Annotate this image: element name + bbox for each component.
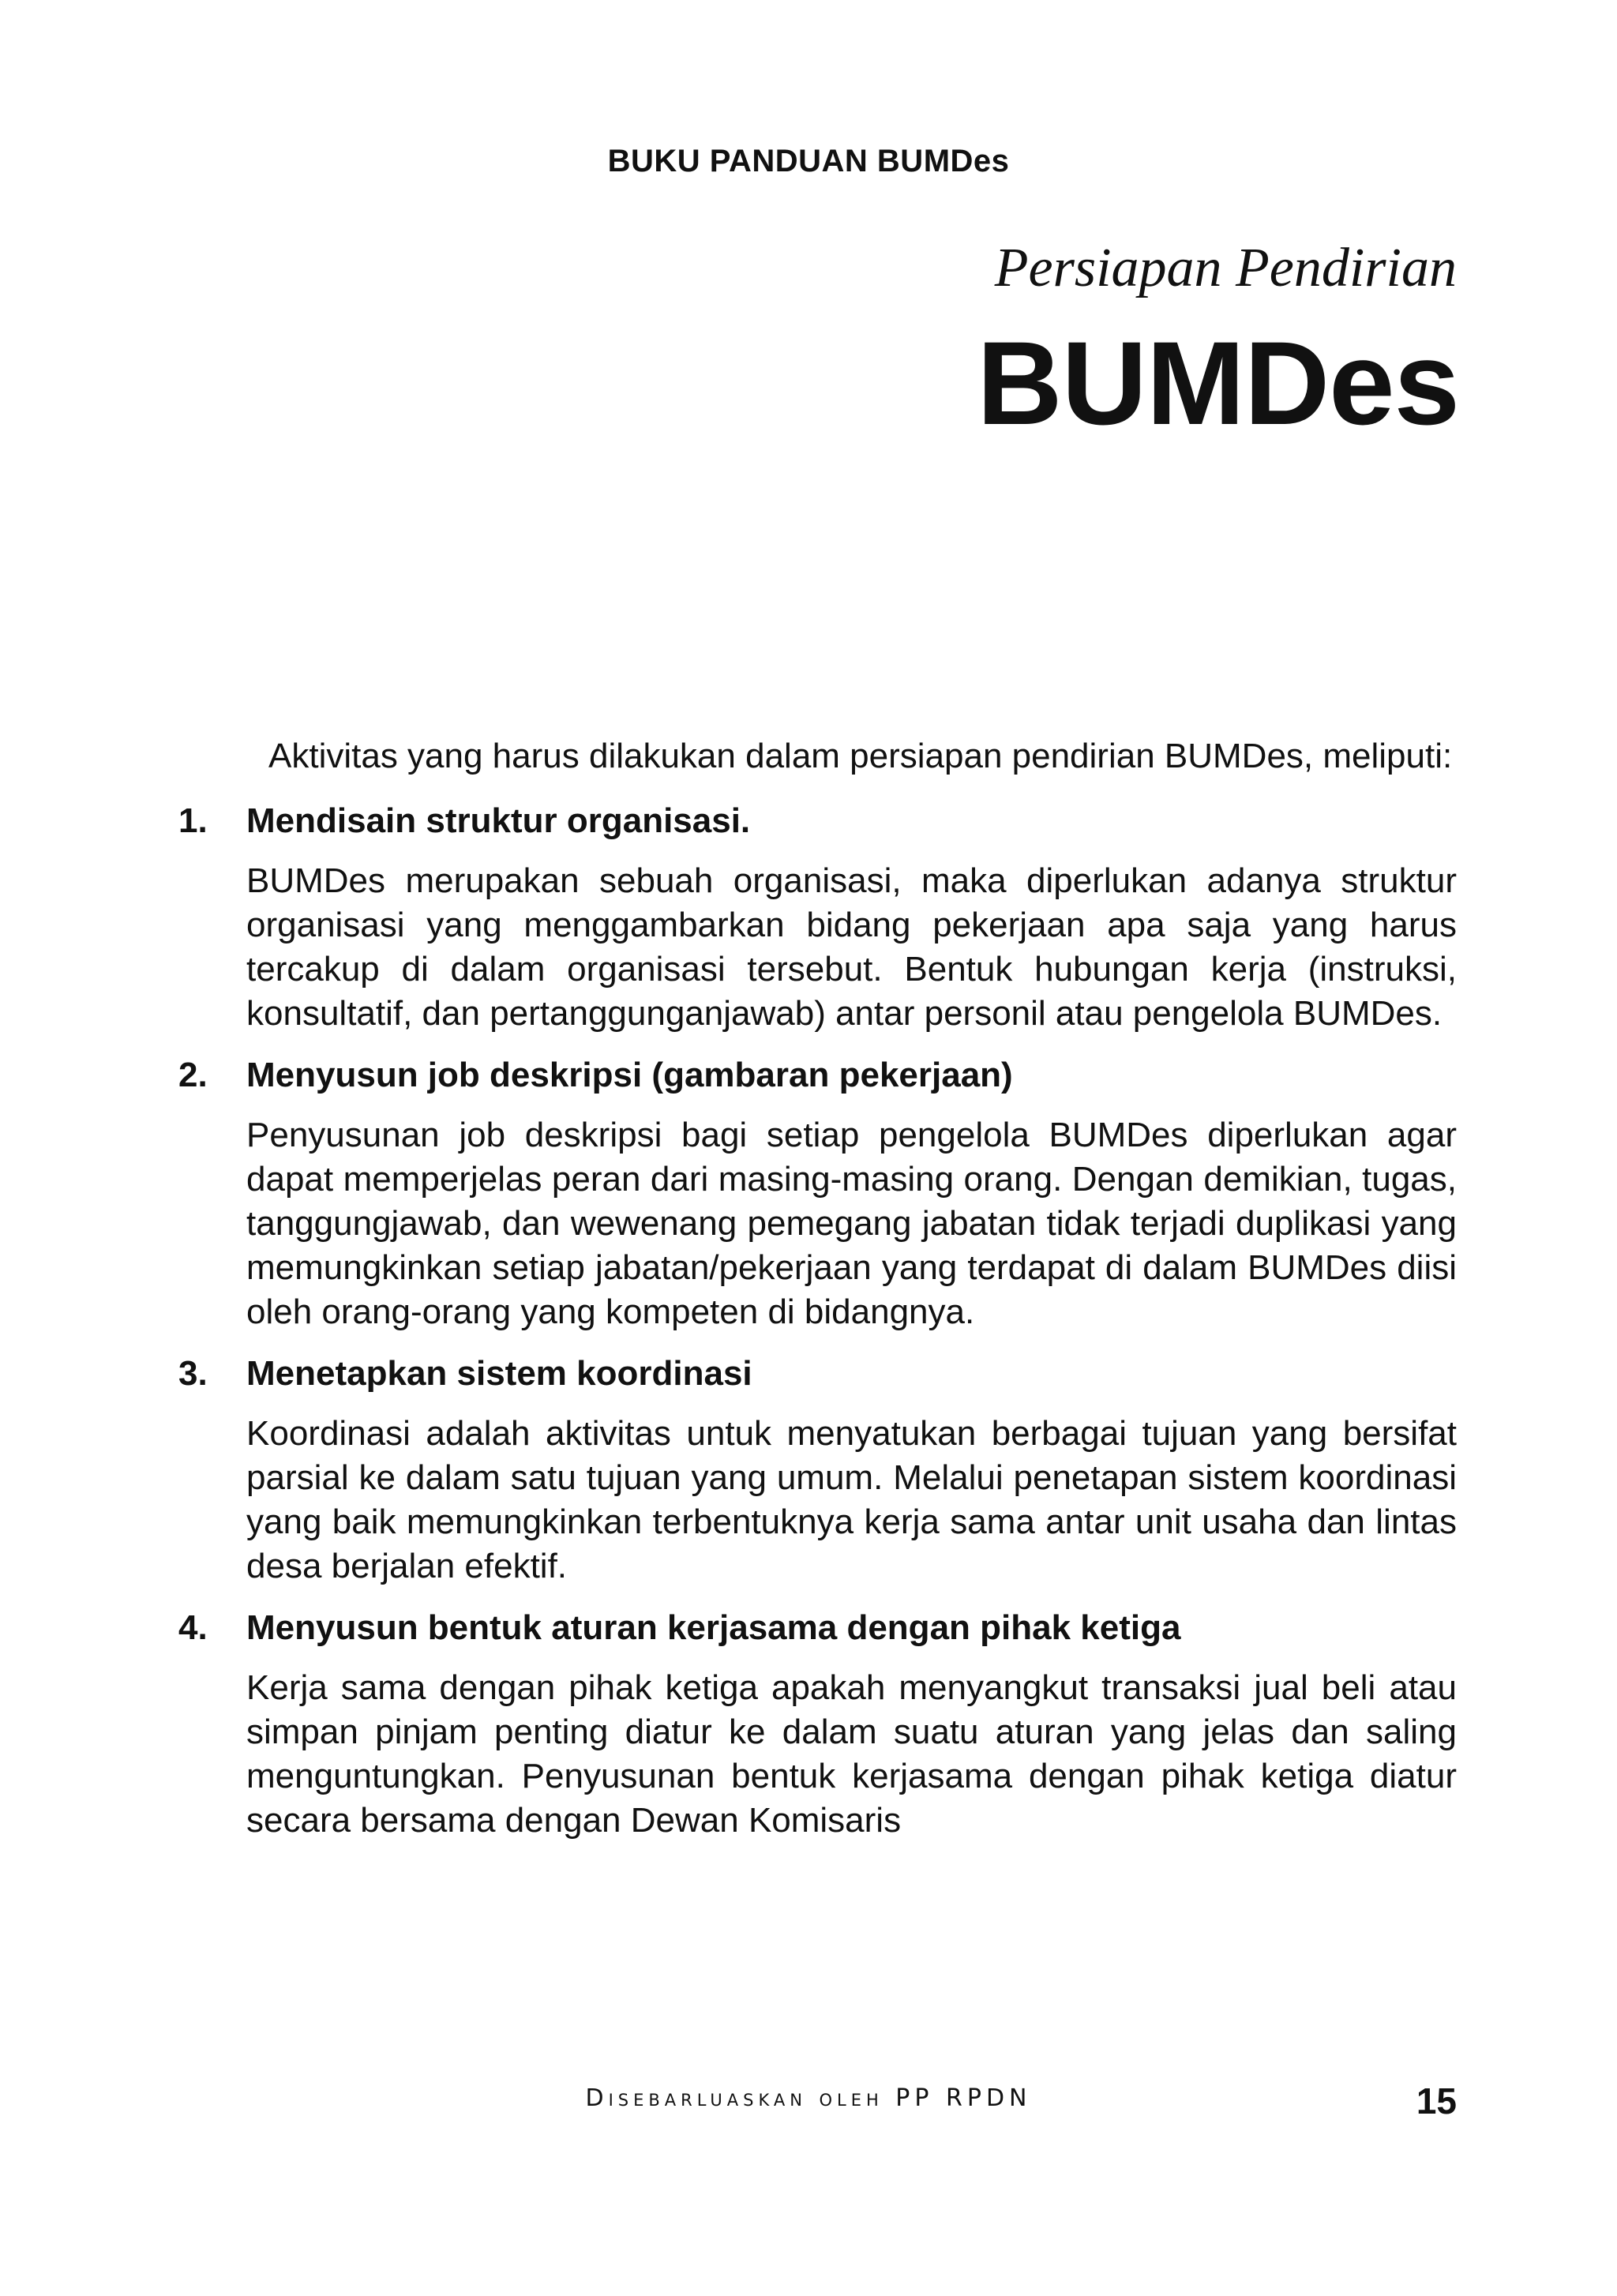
chapter-title: BUMDes: [977, 317, 1459, 449]
body-text: [164, 734, 1457, 1860]
page-number: 15: [1416, 2080, 1457, 2122]
list-item-heading-text: Menyusun job deskripsi (gambaran pekerjaan): [246, 1056, 1013, 1094]
list-item: [164, 1352, 1457, 1589]
footer-publisher: Disebarluaskan oleh PP RPDN: [585, 2084, 1032, 2112]
list-item-paragraph: BUMDes merupakan sebuah organisasi, maka diperlukan adanya struktur organisasi yang menggambarkan bidang pekerjaan apa saja yang harus tercakup di dalam organisasi tersebut. Bentuk hubungan kerja (instruksi, konsultatif, dan pertanggunganjawab) antar personil atau pengelola BUMDes.: [246, 861, 1457, 1033]
list-item-number: 4.: [178, 1608, 208, 1647]
chapter-subtitle: Persiapan Pendirian: [994, 238, 1457, 298]
list-item-heading: [164, 1053, 1457, 1097]
list-item: [164, 1606, 1457, 1843]
list-item-paragraph: Penyusunan job deskripsi bagi setiap pengelola BUMDes diperlukan agar dapat memperjelas peran dari masing-masing orang. Dengan demikian, tugas, tanggungjawab, dan wewenang pemegang jabatan tidak terjadi duplikasi yang memungkinkan setiap jabatan/pekerjaan yang terdapat di dalam BUMDes diisi oleh orang-orang yang kompeten di bidangnya.: [246, 1116, 1457, 1331]
list-item: [164, 799, 1457, 1036]
intro-paragraph: Aktivitas yang harus dilakukan dalam persiapan pendirian BUMDes, meliputi:: [268, 737, 1453, 775]
list-item-number: 1.: [178, 801, 208, 840]
list-item-heading-text: Menetapkan sistem koordinasi: [246, 1354, 752, 1393]
list-item: [164, 1053, 1457, 1334]
list-item-heading: [164, 1606, 1457, 1650]
list-item-heading: [164, 799, 1457, 843]
running-header: BUKU PANDUAN BUMDes: [607, 144, 1010, 178]
list-item-heading: [164, 1352, 1457, 1396]
list-item-paragraph: Kerja sama dengan pihak ketiga apakah menyangkut transaksi jual beli atau simpan pinjam penting diatur ke dalam suatu aturan yang jelas dan saling menguntungkan. Penyusunan bentuk kerjasama dengan pihak ketiga diatur secara bersama dengan Dewan Komisaris: [246, 1668, 1457, 1840]
list-item-paragraph: Koordinasi adalah aktivitas untuk menyatukan berbagai tujuan yang bersifat parsial ke dalam satu tujuan yang umum. Melalui penetapan sistem koordinasi yang baik memungkinkan terbentuknya kerja sama antar unit usaha dan lintas desa berjalan efektif.: [246, 1414, 1457, 1585]
list-item-number: 2.: [178, 1056, 208, 1094]
list-item-heading-text: Mendisain struktur organisasi.: [246, 801, 751, 840]
list-item-heading-text: Menyusun bentuk aturan kerjasama dengan pihak ketiga: [246, 1608, 1181, 1647]
list-item-number: 3.: [178, 1354, 208, 1393]
